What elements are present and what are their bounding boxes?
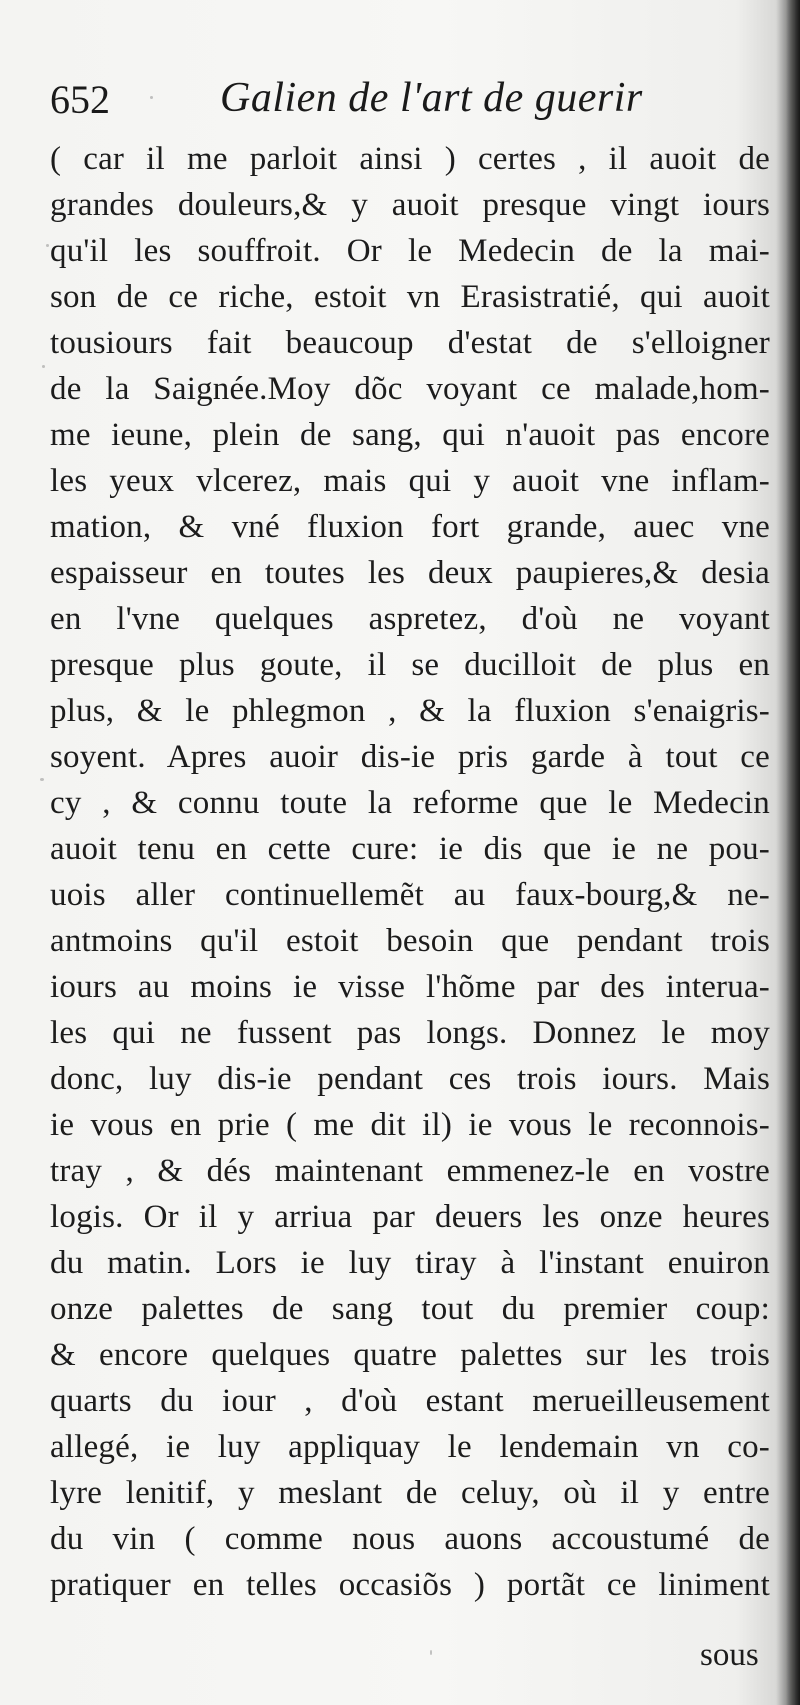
text-line: quarts du iour , d'où estant merueilleusement [50, 1383, 770, 1419]
text-line: uois aller continuellemẽt au faux-bourg,& ne- [50, 877, 770, 913]
text-line: qu'il les souffroit. Or le Medecin de la mai- [50, 233, 770, 269]
text-line: & encore quelques quatre palettes sur les trois [50, 1337, 770, 1373]
text-line: tousiours fait beaucoup d'estat de s'elloigner [50, 325, 770, 361]
text-line: ie vous en prie ( me dit il) ie vous le reconnois- [50, 1107, 770, 1143]
text-line: ( car il me parloit ainsi ) certes , il auoit de [50, 141, 770, 177]
text-line: en l'vne quelques aspretez, d'où ne voyant [50, 601, 770, 637]
text-line: espaisseur en toutes les deux paupieres,& desia [50, 555, 770, 591]
text-line: allegé, ie luy appliquay le lendemain vn co- [50, 1429, 770, 1465]
paper-speck [40, 778, 44, 781]
page-edge-shadow [786, 0, 800, 1705]
paper-speck [42, 365, 45, 368]
running-title: Galien de l'art de guerir [220, 75, 643, 121]
text-line: pratiquer en telles occasiõs ) portãt ce liniment [50, 1567, 770, 1603]
paper-speck [46, 244, 49, 247]
text-line: iours au moins ie visse l'hõme par des interua- [50, 969, 770, 1005]
text-line: mation, & vné fluxion fort grande, auec vne [50, 509, 770, 545]
text-line: son de ce riche, estoit vn Erasistratié, qui auoit [50, 279, 770, 315]
text-line: les yeux vlcerez, mais qui y auoit vne inflam- [50, 463, 770, 499]
paper-speck [430, 1650, 432, 1655]
text-line: lyre lenitif, y meslant de celuy, où il y entre [50, 1475, 770, 1511]
text-line: tray , & dés maintenant emmenez-le en vostre [50, 1153, 770, 1189]
text-line: onze palettes de sang tout du premier coup: [50, 1291, 770, 1327]
text-line: cy , & connu toute la reforme que le Medecin [50, 785, 770, 821]
paper-speck [150, 96, 153, 99]
text-line: plus, & le phlegmon , & la fluxion s'enaigris- [50, 693, 770, 729]
text-line: de la Saignée.Moy dõc voyant ce malade,hom- [50, 371, 770, 407]
text-line: grandes douleurs,& y auoit presque vingt iours [50, 187, 770, 223]
text-line: les qui ne fussent pas longs. Donnez le moy [50, 1015, 770, 1051]
body-text [50, 136, 770, 1608]
text-line: logis. Or il y arriua par deuers les onze heures [50, 1199, 770, 1235]
text-line: du vin ( comme nous auons accoustumé de [50, 1521, 770, 1557]
text-line: antmoins qu'il estoit besoin que pendant trois [50, 923, 770, 959]
text-line: presque plus goute, il se ducilloit de plus en [50, 647, 770, 683]
catchword: sous [700, 1637, 759, 1673]
page-number: 652 [50, 77, 110, 122]
text-line: du matin. Lors ie luy tiray à l'instant enuiron [50, 1245, 770, 1281]
text-line: donc, luy dis-ie pendant ces trois iours. Mais [50, 1061, 770, 1097]
text-line: auoit tenu en cette cure: ie dis que ie ne pou- [50, 831, 770, 867]
text-line: soyent. Apres auoir dis-ie pris garde à tout ce [50, 739, 770, 775]
text-line: me ieune, plein de sang, qui n'auoit pas encore [50, 417, 770, 453]
